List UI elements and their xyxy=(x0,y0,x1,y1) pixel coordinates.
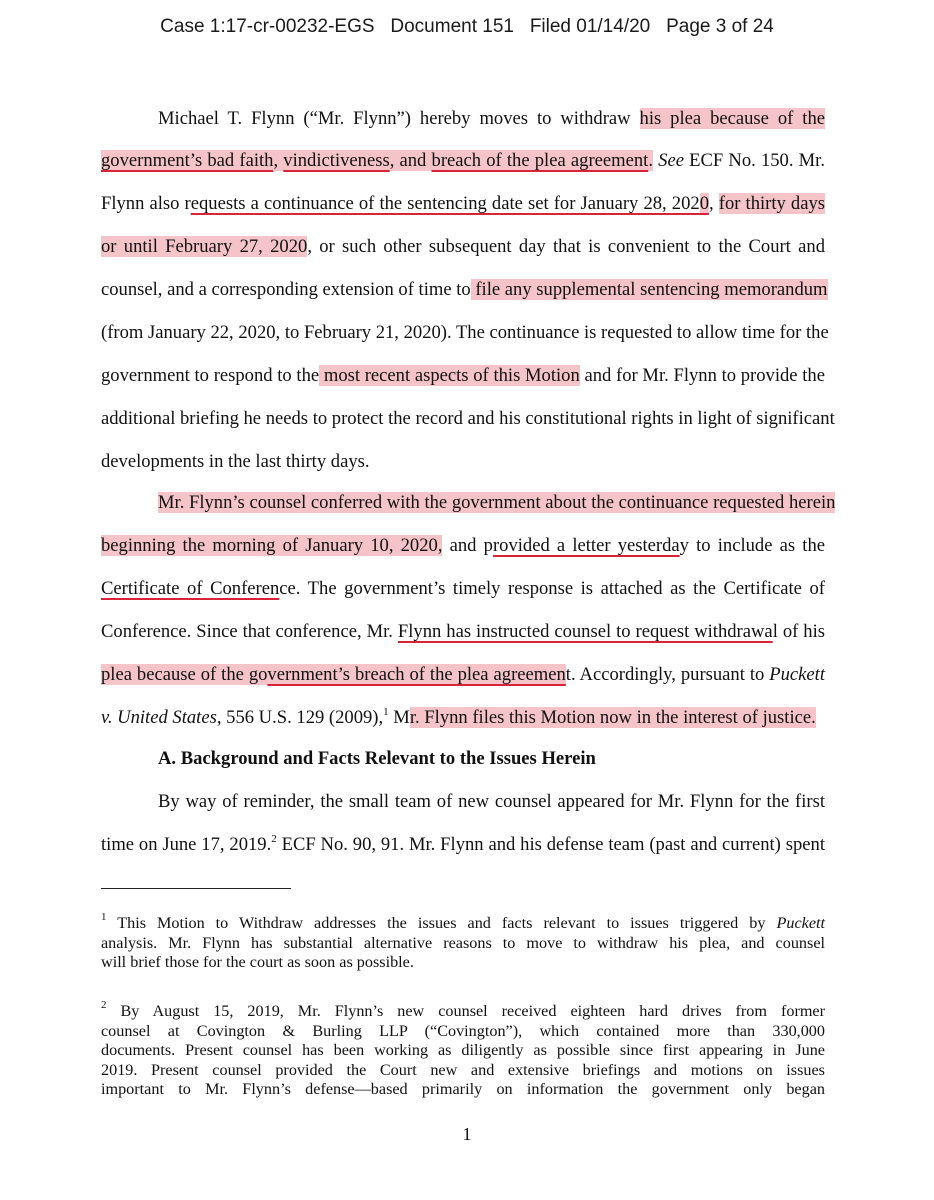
highlight: or until February 27, 2020 xyxy=(101,236,308,257)
highlight: most recent aspects of this Motion xyxy=(319,365,580,386)
text-line: government’s bad faith, vindictiveness, and breach of the plea agreement. See ECF No. 150. Mr. xyxy=(101,150,825,171)
highlight: plea because of the go xyxy=(101,664,268,685)
page-number: 1 xyxy=(462,1124,472,1144)
highlight-underline: government’s bad faith xyxy=(101,150,274,171)
text-line: additional briefing he needs to protect the record and his constitutional rights in light of significant xyxy=(101,408,835,429)
highlight: file any supplemental sentencing memorandum xyxy=(470,279,828,300)
section-heading: A. Background and Facts Relevant to the Issues Herein xyxy=(158,748,596,769)
page-indicator: Page 3 of 24 xyxy=(666,16,774,37)
text-line: counsel, and a corresponding extension of time to file any supplemental sentencing memorandum xyxy=(101,279,828,300)
highlight-underline: breach of the plea agreement xyxy=(431,150,649,171)
text-line xyxy=(101,492,836,514)
footnote-ref-1: 1 xyxy=(383,706,389,718)
underline: Certificate of Conferen xyxy=(101,578,280,599)
footnote-1: $^1$ This Motion to Withdraw addresses the issues and facts relevant to issues triggered by Puckett analysis. Mr. Flynn has substantial alternative reasons to move to withdraw his plea, and counsel will brief those for the court as soon as possible. xyxy=(101,911,825,971)
text-line: Flynn also requests a continuance of the sentencing date set for January 28, 2020, for thirty days xyxy=(101,193,826,214)
filed-date: Filed 01/14/20 xyxy=(529,16,651,37)
text-line: time on June 17, 2019.$^2$ ECF No. 90, 91. Mr. Flynn and his defense team (past and current) spent xyxy=(101,833,825,855)
text-line: plea because of the government’s breach of the plea agreement. Accordingly, pursuant to Puckett xyxy=(101,664,826,685)
highlight-underline: vernment’s breach of the plea agreemen xyxy=(267,664,566,685)
text-line: Certificate of Conference. The government’s timely response is attached as the Certificate of xyxy=(101,578,825,599)
text-line: (from January 22, 2020, to February 21, 2020). The continuance is requested to allow time for the xyxy=(101,322,829,343)
highlight: Mr. Flynn’s counsel conferred with the government about the continuance requested herein xyxy=(158,492,836,513)
highlight: beginning the morning of January 10, 2020, xyxy=(101,535,443,556)
footnote-2: $^2$ By August 15, 2019, Mr. Flynn’s new counsel received eighteen hard drives from former counsel at Covington & Burling LLP (“Covington”), which contained more than 330,000 documents. Present counsel has been working as diligently as possible since first appearing in June 2019. Present counsel provided the Court new and extensive briefings and motions on issues important to Mr. Flynn’s defense—based primarily on information the government only began xyxy=(101,999,826,1098)
text-line: or until February 27, 2020, or such other subsequent day that is convenient to the Court and xyxy=(101,236,825,257)
ecf-header xyxy=(0,16,934,38)
underline: equests a continuance of the sentencing date set for January 28, 202 xyxy=(190,193,700,214)
highlight: his plea because of the xyxy=(639,108,826,129)
underline: rovided a letter yesterda xyxy=(492,535,680,556)
text-line: Michael T. Flynn (“Mr. Flynn”) hereby moves to withdraw his plea because of the xyxy=(158,108,826,129)
case-number: Case 1:17-cr-00232-EGS xyxy=(160,16,375,37)
footnote-divider xyxy=(101,888,291,889)
text-line: beginning the morning of January 10, 2020, and provided a letter yesterday to include as the xyxy=(101,535,825,556)
footnote-number: 1 xyxy=(101,911,107,923)
underline: Flynn has instructed counsel to request withdrawa xyxy=(397,621,773,642)
footnote-ref-2: 2 xyxy=(271,833,277,845)
highlight: r. Flynn files this Motion now in the interest of justice. xyxy=(409,707,816,728)
text-line: developments in the last thirty days. xyxy=(101,451,370,472)
text-line: government to respond to the most recent aspects of this Motion and for Mr. Flynn to provide the xyxy=(101,365,825,386)
highlight: for thirty days xyxy=(718,193,826,214)
document-number: Document 151 xyxy=(390,16,514,37)
text-line: By way of reminder, the small team of new counsel appeared for Mr. Flynn for the first xyxy=(158,791,825,812)
text-line: Conference. Since that conference, Mr. Flynn has instructed counsel to request withdrawal of his xyxy=(101,621,825,642)
footnote-number: 2 xyxy=(101,999,107,1011)
highlight-underline: vindictiveness xyxy=(283,150,390,171)
text-line: v. United States, 556 U.S. 129 (2009),$^1$ Mr. Flynn files this Motion now in the interest of justice. xyxy=(101,706,816,728)
